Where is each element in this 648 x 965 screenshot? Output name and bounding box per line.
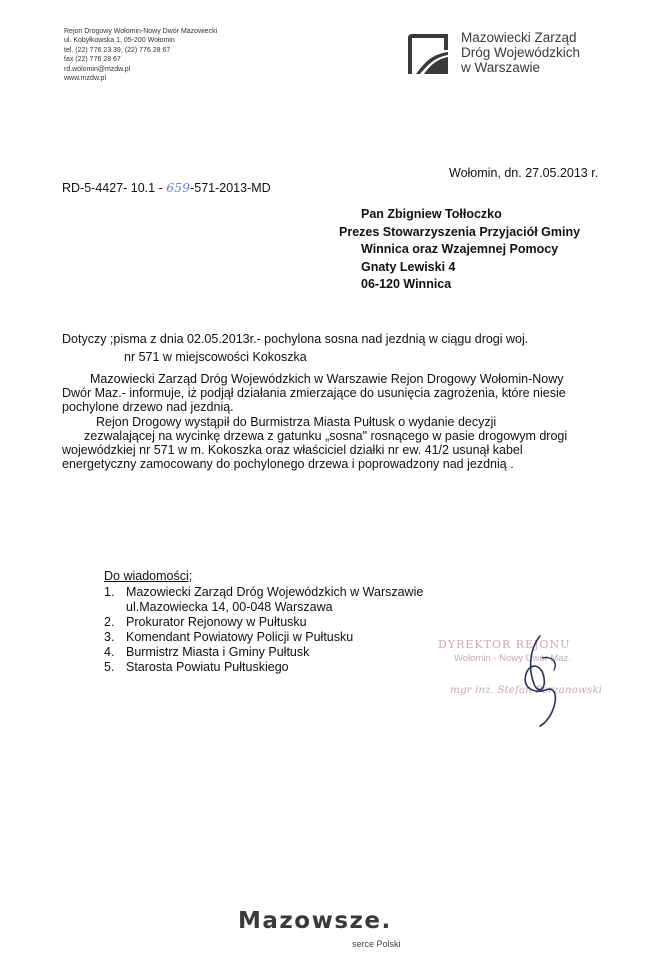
subject-text: nr 571 w miejscowości Kokoszka (124, 349, 307, 364)
logo-line: Mazowiecki Zarząd (461, 30, 577, 45)
cc-item: 2. Prokurator Rejonowy w Pułtusku (104, 615, 307, 629)
body-line: pochylone drzewo nad jezdnią. (62, 400, 234, 415)
mzdw-logo-icon (404, 30, 452, 78)
addressee-line: 06-120 Winnica (361, 277, 452, 291)
body-line: Mazowiecki Zarząd Dróg Wojewódzkich w Warszawie Rejon Drogowy Wołomin-Nowy (90, 372, 564, 386)
sender-line: rd.wolomin@mzdw.pl (64, 65, 131, 73)
mzdw-logo-text (461, 30, 580, 75)
body-line: zezwalającej na wycinkę drzewa z gatunku „sosna" rosnącego w pasie drogowym drogi (84, 428, 568, 443)
addressee-block (339, 206, 580, 294)
addressee-line: Prezes Stowarzyszenia Przyjaciół Gminy (339, 224, 581, 239)
body-line: Dwór Maz.- informuje, iż podjął działania zmierzające do usunięcia zagrożenia, które niesie (62, 386, 566, 401)
sender-line: ul. Kobyłkowska 1, 05-200 Wołomin (64, 37, 175, 45)
copy-recipients (104, 569, 423, 675)
sender-address (64, 27, 217, 83)
reference-prefix: RD-5-4427- 10.1 - (62, 181, 167, 195)
logo-line: Dróg Wojewódzkich (461, 45, 581, 60)
subject-line (62, 331, 528, 366)
mazowsze-tagline: serce Polski (352, 939, 401, 949)
subject-text: Dotyczy ;pisma z dnia 02.05.2013r.- pochylona sosna nad jezdnią w ciągu drogi woj. (62, 332, 529, 346)
handwritten-signature-icon (500, 628, 590, 728)
letter-body (62, 372, 567, 471)
sender-line: Rejon Drogowy Wołomin-Nowy Dwór Mazowiecki (64, 28, 218, 35)
cc-item: ul.Mazowiecka 14, 00-048 Warszawa (126, 600, 333, 614)
body-line: energetyczny zamocowany do pochylonego drzewa i poprowadzony nad jezdnią . (62, 457, 514, 472)
cc-item: 3. Komendant Powiatowy Policji w Pułtusku (104, 630, 354, 644)
cc-item: 1. Mazowiecki Zarząd Dróg Wojewódzkich w Warszawie (104, 585, 424, 599)
cc-item: 5. Starosta Powiatu Pułtuskiego (104, 660, 289, 674)
reference-suffix: -571-2013-MD (190, 181, 271, 195)
body-line: wojewódzkiej nr 571 w m. Kokoszka oraz właściciel działki nr ew. 41/2 usunął kabel (62, 443, 523, 458)
sender-line: fax (22) 776 28 67 (64, 56, 121, 64)
addressee-line: Winnica oraz Wzajemnej Pomocy (361, 242, 559, 256)
sender-line: www.mzdw.pl (64, 75, 107, 83)
cc-item: 4. Burmistrz Miasta i Gminy Pułtusk (104, 645, 310, 659)
reference-handwritten: 659 (166, 180, 191, 195)
stamp-title: DYREKTOR REJONU (438, 638, 571, 651)
stamp-signatory: mgr inż. Stefan Perzanowski (450, 684, 603, 696)
mazowsze-logo: Mazowsze. (238, 908, 392, 934)
body-line: Rejon Drogowy wystąpił do Burmistrza Miasta Pułtusk o wydanie decyzji (96, 414, 497, 429)
reference-number (62, 180, 271, 195)
addressee-line: Pan Zbigniew Tołłoczko (361, 207, 502, 221)
addressee-line: Gnaty Lewiski 4 (361, 259, 456, 274)
stamp-location: Wołomin - Nowy Dwór Maz. (454, 653, 572, 664)
cc-title: Do wiadomości; (104, 569, 193, 583)
letter-date: Wołomin, dn. 27.05.2013 r. (449, 166, 599, 180)
sender-line: tel. (22) 776 23 39, (22) 776 28 67 (64, 46, 171, 54)
logo-line: w Warszawie (461, 60, 541, 75)
